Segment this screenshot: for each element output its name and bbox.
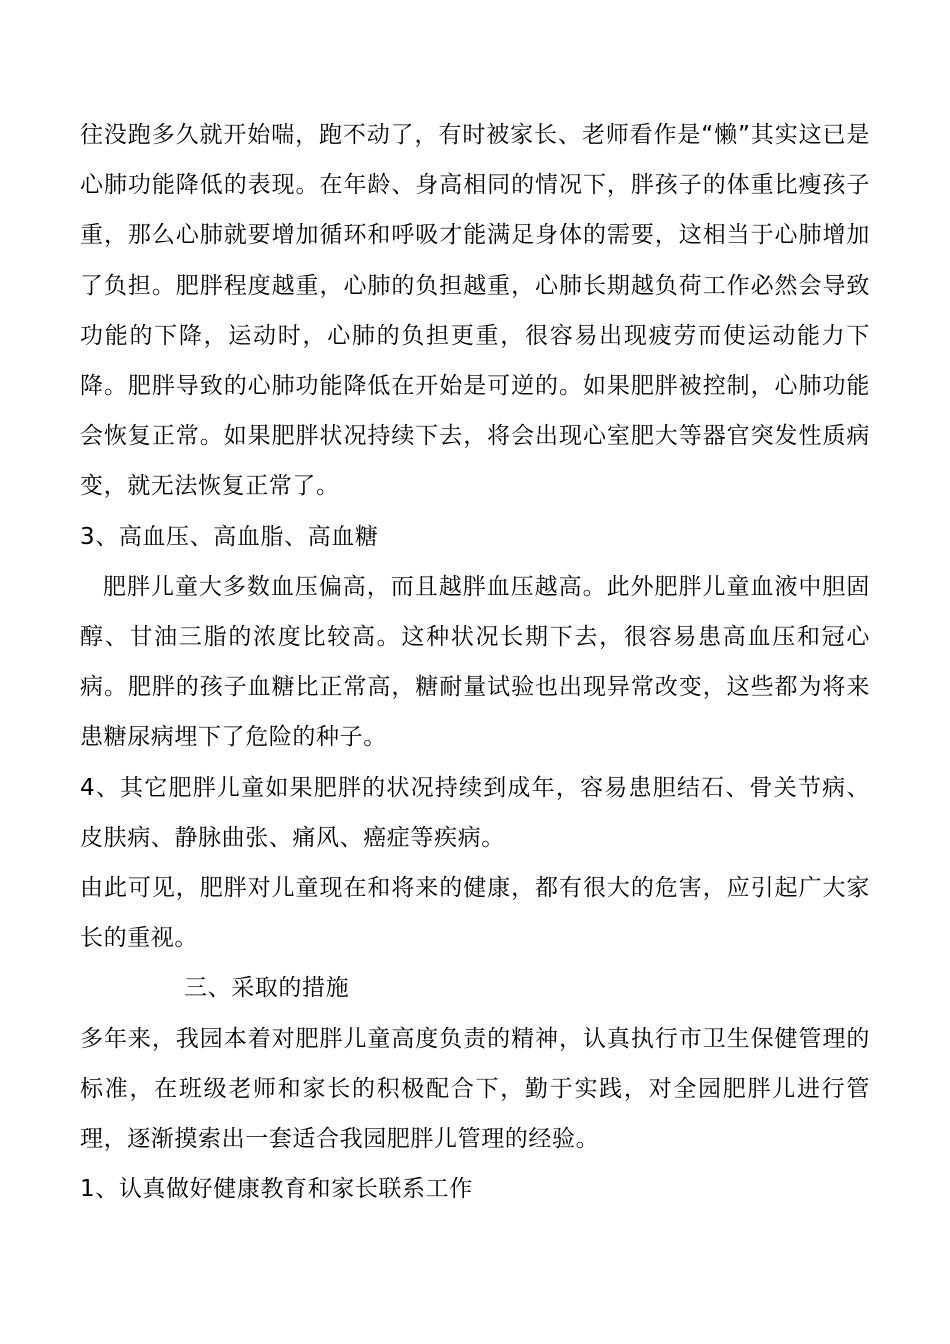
heading-hypertension: 3、高血压、高血脂、高血糖 <box>80 523 379 550</box>
section-title-measures: 三、采取的措施 <box>184 975 350 1002</box>
paragraph-measures-intro: 多年来，我园本着对肥胖儿童高度负责的精神，认真执行市卫生保健管理的标准，在班级老师和家长的积极配合下，勤于实践，对全园肥胖儿进行管理，逐渐摸索出一套适合我园肥胖儿管理的经验。 <box>80 1025 870 1153</box>
paragraph-other-diseases: 4、其它肥胖儿童如果肥胖的状况持续到成年，容易患胆结石、骨关节病、皮肤病、静脉曲张、痛风、癌症等疾病。 <box>80 774 870 851</box>
document-page <box>80 110 870 1214</box>
heading-health-education: 1、认真做好健康教育和家长联系工作 <box>80 1176 473 1203</box>
paragraph-cardiopulmonary: 往没跑多久就开始喘，跑不动了，有时被家长、老师看作是“懒”其实这已是心肺功能降低的表现。在年龄、身高相同的情况下，胖孩子的体重比瘦孩子重，那么心肺就要增加循环和呼吸才能满足身体的需要，这相当于心肺增加了负担。肥胖程度越重，心肺的负担越重，心肺长期越负荷工作必然会导致功能的下降，运动时，心肺的负担更重，很容易出现疲劳而使运动能力下降。肥胖导致的心肺功能降低在开始是可逆的。如果肥胖被控制，心肺功能会恢复正常。如果肥胖状况持续下去，将会出现心室肥大等器官突发性质病变，就无法恢复正常了。 <box>80 122 870 500</box>
paragraph-hypertension: 肥胖儿童大多数血压偏高，而且越胖血压越高。此外肥胖儿童血液中胆固醇、甘油三脂的浓度比较高。这种状况长期下去，很容易患高血压和冠心病。肥胖的孩子血糖比正常高，糖耐量试验也出现异常改变，这些都为将来患糖尿病埋下了危险的种子。 <box>80 573 870 751</box>
paragraph-conclusion: 由此可见，肥胖对儿童现在和将来的健康，都有很大的危害，应引起广大家长的重视。 <box>80 875 870 952</box>
